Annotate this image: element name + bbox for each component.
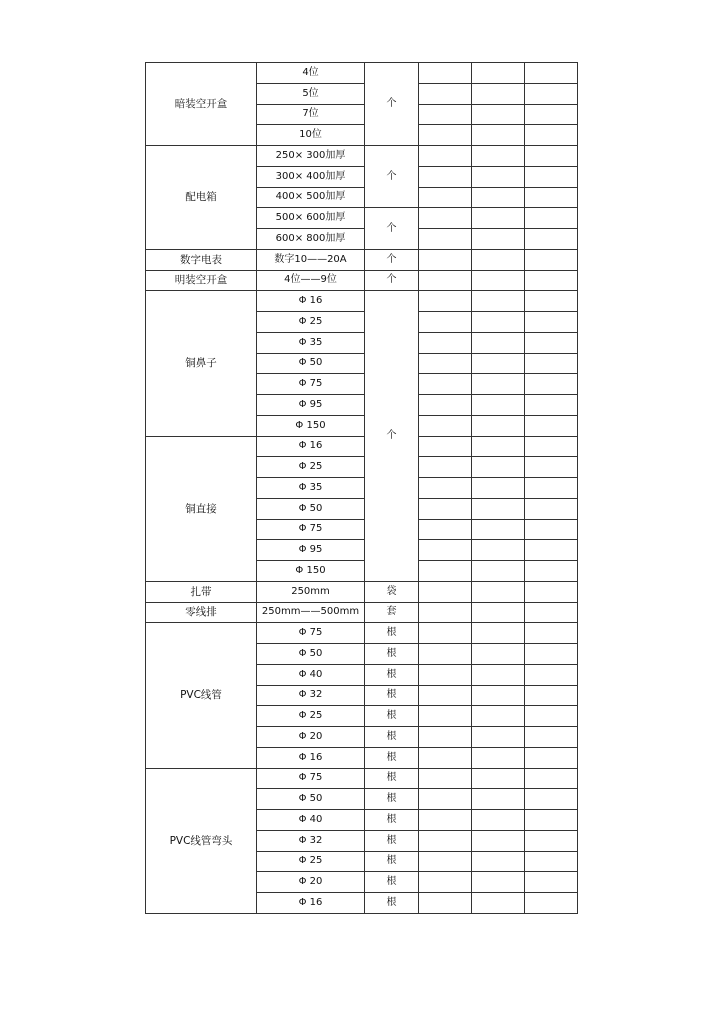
empty-entry-cell[interactable] xyxy=(525,63,578,84)
table-row xyxy=(146,436,578,457)
unit-cell: 套 xyxy=(365,602,419,623)
empty-entry-cell[interactable] xyxy=(472,810,525,831)
empty-entry-cell[interactable] xyxy=(419,830,472,851)
unit-cell: 根 xyxy=(365,644,419,665)
empty-entry-cell[interactable] xyxy=(525,789,578,810)
item-name-cell: 扎带 xyxy=(146,581,257,602)
empty-entry-cell[interactable] xyxy=(525,457,578,478)
empty-entry-cell[interactable] xyxy=(419,332,472,353)
empty-entry-cell[interactable] xyxy=(419,270,472,291)
empty-entry-cell[interactable] xyxy=(472,332,525,353)
empty-entry-cell[interactable] xyxy=(525,83,578,104)
empty-entry-cell[interactable] xyxy=(472,125,525,146)
empty-entry-cell[interactable] xyxy=(419,187,472,208)
empty-entry-cell[interactable] xyxy=(419,685,472,706)
empty-entry-cell[interactable] xyxy=(419,768,472,789)
empty-entry-cell[interactable] xyxy=(419,478,472,499)
empty-entry-cell[interactable] xyxy=(419,146,472,167)
spec-cell: Φ 25 xyxy=(257,851,365,872)
spec-cell: Φ 40 xyxy=(257,664,365,685)
empty-entry-cell[interactable] xyxy=(472,851,525,872)
empty-entry-cell[interactable] xyxy=(419,664,472,685)
materials-table-body xyxy=(146,63,578,914)
spec-cell: Φ 35 xyxy=(257,478,365,499)
unit-cell: 个 xyxy=(365,291,419,582)
empty-entry-cell[interactable] xyxy=(472,270,525,291)
item-name-cell: 暗装空开盒 xyxy=(146,63,257,146)
empty-entry-cell[interactable] xyxy=(472,104,525,125)
empty-entry-cell[interactable] xyxy=(419,644,472,665)
unit-cell: 个 xyxy=(365,270,419,291)
empty-entry-cell[interactable] xyxy=(525,561,578,582)
empty-entry-cell[interactable] xyxy=(472,187,525,208)
unit-cell: 个 xyxy=(365,63,419,146)
empty-entry-cell[interactable] xyxy=(525,851,578,872)
spec-cell: 数字10——20A xyxy=(257,249,365,270)
empty-entry-cell[interactable] xyxy=(419,623,472,644)
item-name-cell: 配电箱 xyxy=(146,146,257,250)
spec-cell: Φ 32 xyxy=(257,685,365,706)
spec-cell: Φ 150 xyxy=(257,415,365,436)
spec-cell: Φ 75 xyxy=(257,623,365,644)
empty-entry-cell[interactable] xyxy=(472,83,525,104)
empty-entry-cell[interactable] xyxy=(472,146,525,167)
empty-entry-cell[interactable] xyxy=(472,706,525,727)
unit-cell: 根 xyxy=(365,789,419,810)
spec-cell: Φ 95 xyxy=(257,540,365,561)
empty-entry-cell[interactable] xyxy=(525,312,578,333)
empty-entry-cell[interactable] xyxy=(525,602,578,623)
item-name-cell: 零线排 xyxy=(146,602,257,623)
empty-entry-cell[interactable] xyxy=(525,727,578,748)
empty-entry-cell[interactable] xyxy=(472,63,525,84)
spec-cell: 4位——9位 xyxy=(257,270,365,291)
empty-entry-cell[interactable] xyxy=(419,83,472,104)
empty-entry-cell[interactable] xyxy=(472,249,525,270)
empty-entry-cell[interactable] xyxy=(472,664,525,685)
item-name-cell: 数字电表 xyxy=(146,249,257,270)
empty-entry-cell[interactable] xyxy=(525,623,578,644)
unit-cell: 根 xyxy=(365,727,419,748)
unit-cell: 根 xyxy=(365,830,419,851)
empty-entry-cell[interactable] xyxy=(525,872,578,893)
empty-entry-cell[interactable] xyxy=(472,395,525,416)
spec-cell: Φ 20 xyxy=(257,727,365,748)
spec-cell: Φ 16 xyxy=(257,291,365,312)
empty-entry-cell[interactable] xyxy=(472,581,525,602)
empty-entry-cell[interactable] xyxy=(419,602,472,623)
spec-cell: Φ 16 xyxy=(257,893,365,914)
empty-entry-cell[interactable] xyxy=(419,312,472,333)
empty-entry-cell[interactable] xyxy=(419,747,472,768)
spec-cell: Φ 75 xyxy=(257,374,365,395)
empty-entry-cell[interactable] xyxy=(472,602,525,623)
materials-table xyxy=(145,62,578,914)
empty-entry-cell[interactable] xyxy=(525,830,578,851)
item-name-cell: PVC线管 xyxy=(146,623,257,768)
empty-entry-cell[interactable] xyxy=(525,436,578,457)
unit-cell: 根 xyxy=(365,810,419,831)
empty-entry-cell[interactable] xyxy=(525,229,578,250)
unit-cell: 个 xyxy=(365,146,419,208)
empty-entry-cell[interactable] xyxy=(525,332,578,353)
unit-cell: 根 xyxy=(365,747,419,768)
empty-entry-cell[interactable] xyxy=(472,768,525,789)
item-name-cell: 铜直接 xyxy=(146,436,257,581)
empty-entry-cell[interactable] xyxy=(472,208,525,229)
empty-entry-cell[interactable] xyxy=(419,540,472,561)
unit-cell: 根 xyxy=(365,706,419,727)
empty-entry-cell[interactable] xyxy=(419,789,472,810)
empty-entry-cell[interactable] xyxy=(419,208,472,229)
spec-cell: 5位 xyxy=(257,83,365,104)
unit-cell: 个 xyxy=(365,208,419,250)
empty-entry-cell[interactable] xyxy=(419,706,472,727)
spec-cell: Φ 25 xyxy=(257,706,365,727)
empty-entry-cell[interactable] xyxy=(419,125,472,146)
spec-cell: 300× 400加厚 xyxy=(257,166,365,187)
empty-entry-cell[interactable] xyxy=(419,104,472,125)
empty-entry-cell[interactable] xyxy=(472,291,525,312)
empty-entry-cell[interactable] xyxy=(472,353,525,374)
empty-entry-cell[interactable] xyxy=(472,872,525,893)
empty-entry-cell[interactable] xyxy=(525,706,578,727)
spec-cell: Φ 150 xyxy=(257,561,365,582)
unit-cell: 根 xyxy=(365,768,419,789)
spec-cell: Φ 35 xyxy=(257,332,365,353)
item-name-cell: 明装空开盒 xyxy=(146,270,257,291)
empty-entry-cell[interactable] xyxy=(525,166,578,187)
empty-entry-cell[interactable] xyxy=(525,540,578,561)
empty-entry-cell[interactable] xyxy=(525,498,578,519)
table-row xyxy=(146,291,578,312)
spec-cell: Φ 25 xyxy=(257,457,365,478)
empty-entry-cell[interactable] xyxy=(419,374,472,395)
empty-entry-cell[interactable] xyxy=(419,893,472,914)
empty-entry-cell[interactable] xyxy=(472,644,525,665)
empty-entry-cell[interactable] xyxy=(472,727,525,748)
empty-entry-cell[interactable] xyxy=(472,893,525,914)
empty-entry-cell[interactable] xyxy=(472,540,525,561)
table-row xyxy=(146,623,578,644)
empty-entry-cell[interactable] xyxy=(525,581,578,602)
table-row xyxy=(146,768,578,789)
spec-cell: Φ 50 xyxy=(257,498,365,519)
spec-cell: Φ 50 xyxy=(257,353,365,374)
table-row xyxy=(146,146,578,167)
empty-entry-cell[interactable] xyxy=(419,851,472,872)
table-row xyxy=(146,581,578,602)
empty-entry-cell[interactable] xyxy=(419,519,472,540)
empty-entry-cell[interactable] xyxy=(472,229,525,250)
spec-cell: 250mm xyxy=(257,581,365,602)
spec-cell: Φ 40 xyxy=(257,810,365,831)
empty-entry-cell[interactable] xyxy=(525,519,578,540)
empty-entry-cell[interactable] xyxy=(525,146,578,167)
empty-entry-cell[interactable] xyxy=(472,623,525,644)
empty-entry-cell[interactable] xyxy=(525,187,578,208)
empty-entry-cell[interactable] xyxy=(419,727,472,748)
empty-entry-cell[interactable] xyxy=(472,457,525,478)
unit-cell: 根 xyxy=(365,664,419,685)
spec-cell: 500× 600加厚 xyxy=(257,208,365,229)
spec-cell: Φ 95 xyxy=(257,395,365,416)
empty-entry-cell[interactable] xyxy=(419,498,472,519)
spec-cell: Φ 75 xyxy=(257,519,365,540)
empty-entry-cell[interactable] xyxy=(525,125,578,146)
empty-entry-cell[interactable] xyxy=(419,291,472,312)
spec-cell: Φ 50 xyxy=(257,644,365,665)
spec-cell: 4位 xyxy=(257,63,365,84)
empty-entry-cell[interactable] xyxy=(525,415,578,436)
empty-entry-cell[interactable] xyxy=(525,768,578,789)
spec-cell: Φ 16 xyxy=(257,747,365,768)
empty-entry-cell[interactable] xyxy=(419,561,472,582)
spec-cell: 250mm——500mm xyxy=(257,602,365,623)
empty-entry-cell[interactable] xyxy=(525,810,578,831)
spec-cell: Φ 20 xyxy=(257,872,365,893)
empty-entry-cell[interactable] xyxy=(525,353,578,374)
item-name-cell: 铜鼻子 xyxy=(146,291,257,436)
empty-entry-cell[interactable] xyxy=(472,830,525,851)
table-row xyxy=(146,602,578,623)
empty-entry-cell[interactable] xyxy=(525,664,578,685)
spec-cell: Φ 25 xyxy=(257,312,365,333)
empty-entry-cell[interactable] xyxy=(525,893,578,914)
spec-cell: 600× 800加厚 xyxy=(257,229,365,250)
empty-entry-cell[interactable] xyxy=(419,353,472,374)
empty-entry-cell[interactable] xyxy=(419,395,472,416)
empty-entry-cell[interactable] xyxy=(419,581,472,602)
table-row xyxy=(146,249,578,270)
empty-entry-cell[interactable] xyxy=(472,747,525,768)
empty-entry-cell[interactable] xyxy=(525,104,578,125)
unit-cell: 个 xyxy=(365,249,419,270)
item-name-cell: PVC线管弯头 xyxy=(146,768,257,913)
unit-cell: 根 xyxy=(365,623,419,644)
empty-entry-cell[interactable] xyxy=(525,270,578,291)
empty-entry-cell[interactable] xyxy=(472,436,525,457)
empty-entry-cell[interactable] xyxy=(419,810,472,831)
unit-cell: 根 xyxy=(365,685,419,706)
empty-entry-cell[interactable] xyxy=(472,415,525,436)
spec-cell: Φ 32 xyxy=(257,830,365,851)
empty-entry-cell[interactable] xyxy=(419,249,472,270)
empty-entry-cell[interactable] xyxy=(525,291,578,312)
empty-entry-cell[interactable] xyxy=(419,436,472,457)
empty-entry-cell[interactable] xyxy=(472,166,525,187)
spec-cell: 10位 xyxy=(257,125,365,146)
table-row xyxy=(146,270,578,291)
empty-entry-cell[interactable] xyxy=(472,789,525,810)
empty-entry-cell[interactable] xyxy=(525,644,578,665)
empty-entry-cell[interactable] xyxy=(419,415,472,436)
empty-entry-cell[interactable] xyxy=(525,249,578,270)
spec-cell: Φ 16 xyxy=(257,436,365,457)
empty-entry-cell[interactable] xyxy=(472,312,525,333)
empty-entry-cell[interactable] xyxy=(472,519,525,540)
empty-entry-cell[interactable] xyxy=(525,395,578,416)
empty-entry-cell[interactable] xyxy=(525,374,578,395)
empty-entry-cell[interactable] xyxy=(419,872,472,893)
empty-entry-cell[interactable] xyxy=(525,208,578,229)
empty-entry-cell[interactable] xyxy=(472,478,525,499)
empty-entry-cell[interactable] xyxy=(525,478,578,499)
spec-cell: Φ 50 xyxy=(257,789,365,810)
empty-entry-cell[interactable] xyxy=(419,457,472,478)
empty-entry-cell[interactable] xyxy=(419,63,472,84)
spec-cell: Φ 75 xyxy=(257,768,365,789)
unit-cell: 根 xyxy=(365,893,419,914)
empty-entry-cell[interactable] xyxy=(419,166,472,187)
unit-cell: 袋 xyxy=(365,581,419,602)
empty-entry-cell[interactable] xyxy=(472,498,525,519)
empty-entry-cell[interactable] xyxy=(525,685,578,706)
empty-entry-cell[interactable] xyxy=(472,685,525,706)
unit-cell: 根 xyxy=(365,851,419,872)
empty-entry-cell[interactable] xyxy=(472,561,525,582)
table-row xyxy=(146,63,578,84)
empty-entry-cell[interactable] xyxy=(472,374,525,395)
empty-entry-cell[interactable] xyxy=(419,229,472,250)
unit-cell: 根 xyxy=(365,872,419,893)
spec-cell: 400× 500加厚 xyxy=(257,187,365,208)
spec-cell: 7位 xyxy=(257,104,365,125)
empty-entry-cell[interactable] xyxy=(525,747,578,768)
spec-cell: 250× 300加厚 xyxy=(257,146,365,167)
